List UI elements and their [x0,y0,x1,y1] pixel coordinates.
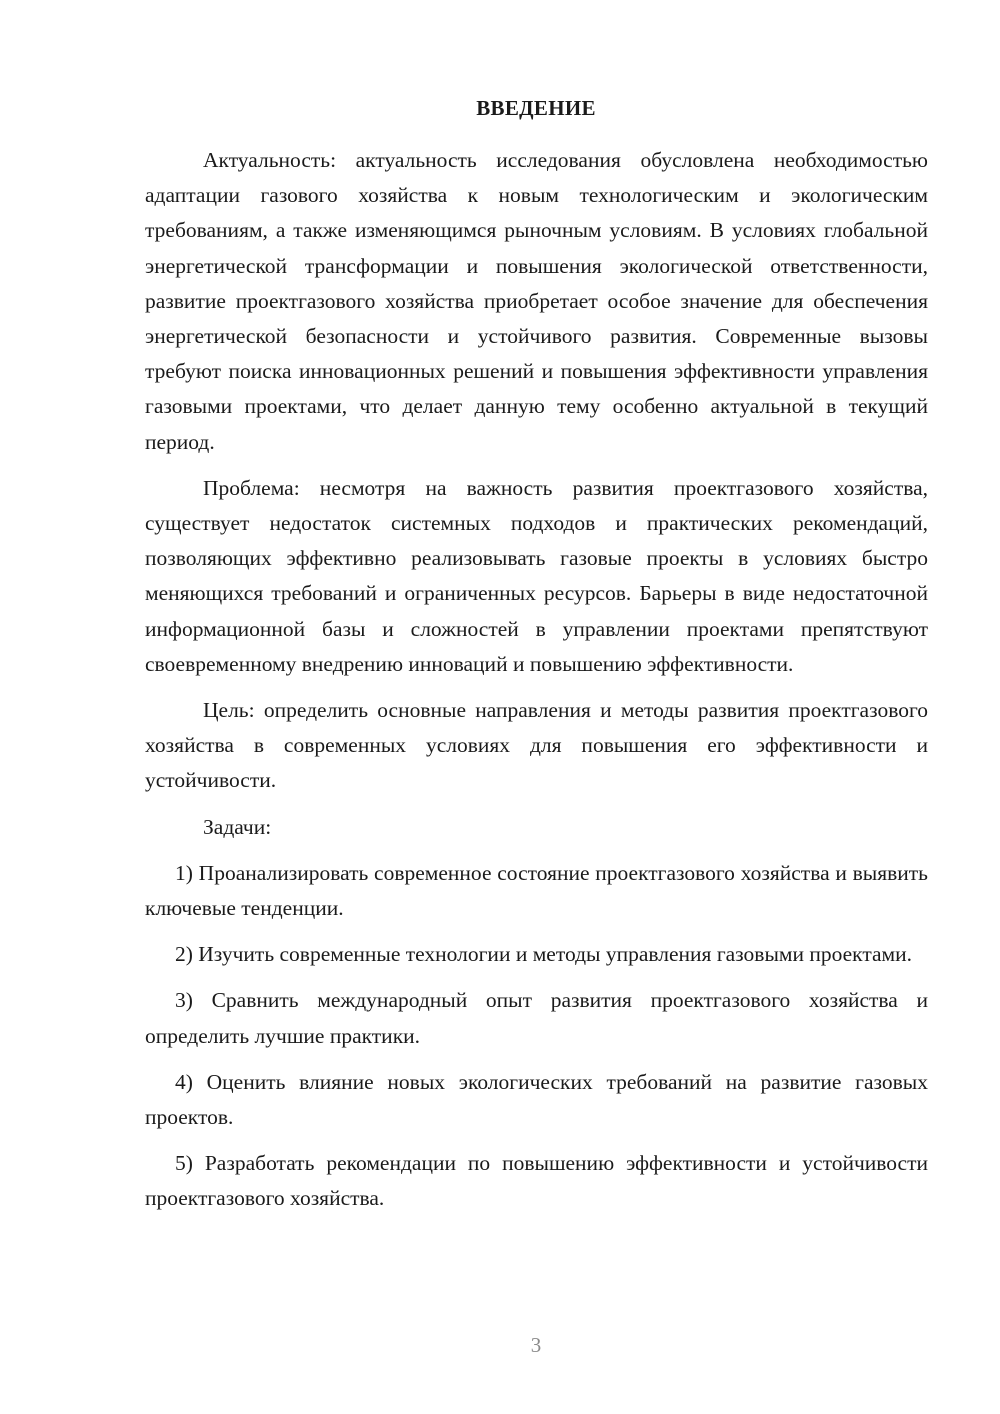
task-item-1: 1) Проанализировать современное состояние проектгазового хозяйства и выявить ключевые тенденции. [145,860,928,921]
paragraph-goal: Цель: определить основные направления и методы развития проектгазового хозяйства в современных условиях для повышения его эффективности и устойчивости. [145,698,928,793]
paragraph-tasks-title: Задачи: [203,814,272,839]
section-heading: ВВЕДЕНИЕ [476,96,596,120]
paragraph-problem: Проблема: несмотря на важность развития проектгазового хозяйства, существует недостаток системных подходов и практических рекомендаций, позволяющих эффективно реализовывать газовые проекты в условиях быстро меняющихся требований и ограниченных ресурсов. Барьеры в виде недостаточной информационной базы и сложностей в управлении проектами препятствуют своевременному внедрению инноваций и повышению эффективности. [145,475,928,676]
task-item-3: 3) Сравнить международный опыт развития проектгазового хозяйства и определить лучшие практики. [145,988,928,1048]
document-body [145,143,928,1217]
task-item-5: 5) Разработать рекомендации по повышению эффективности и устойчивости проектгазового хозяйства. [145,1151,928,1211]
paragraph-relevance: Актуальность: актуальность исследования обусловлена необходимостью адаптации газового хозяйства к новым технологическим и экологическим требованиям, а также изменяющимся рыночным условиям. В условиях глобальной энергетической трансформации и повышения экологической ответственности, развитие проектгазового хозяйства приобретает особое значение для обеспечения энергетической безопасности и устойчивого развития. Современные вызовы требуют поиска инновационных решений и повышения эффективности управления газовыми проектами, что делает данную тему особенно актуальной в текущий период. [145,148,928,454]
task-item-4: 4) Оценить влияние новых экологических требований на развитие газовых проектов. [145,1069,928,1130]
page-number: 3 [530,1333,542,1357]
task-item-2: 2) Изучить современные технологии и методы управления газовыми проектами. [175,942,913,967]
